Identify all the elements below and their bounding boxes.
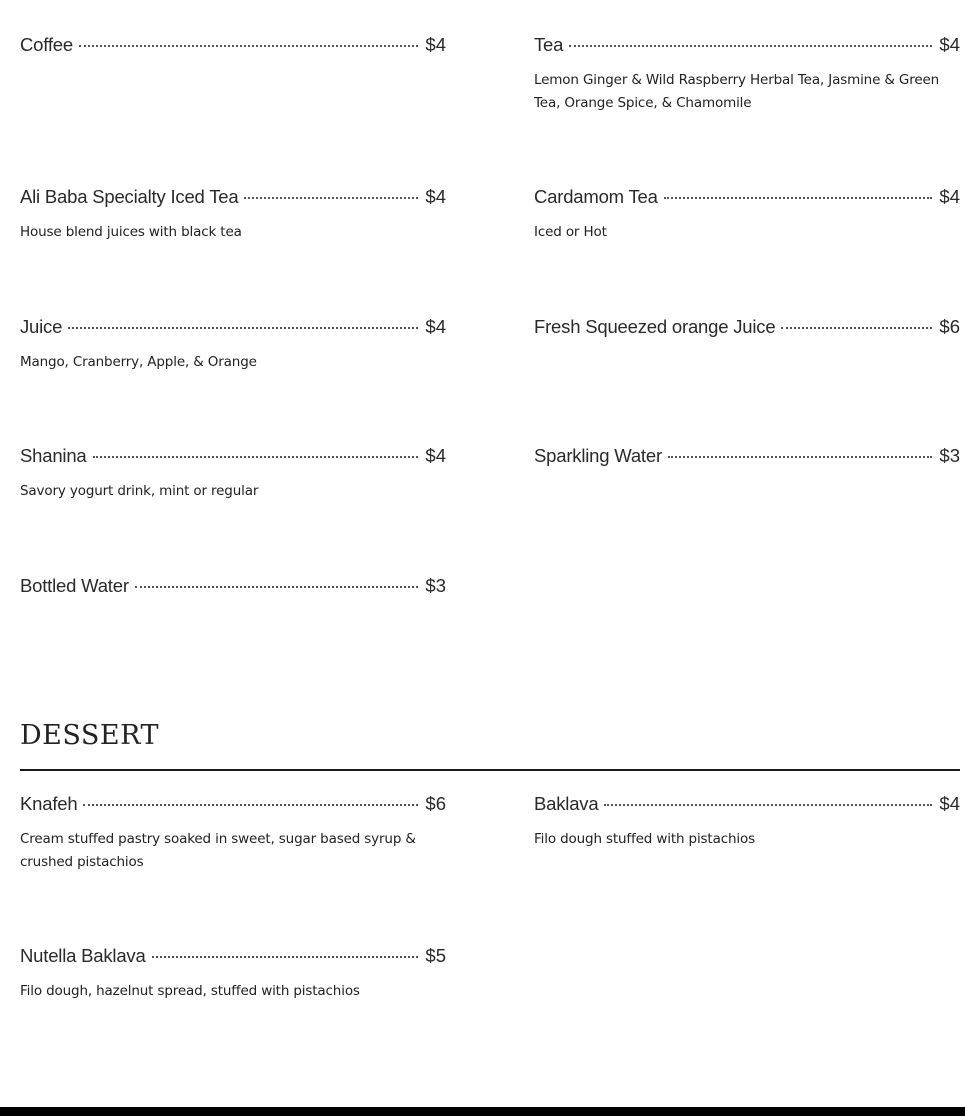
menu-item-name: Coffee <box>20 34 73 55</box>
menu-item <box>534 186 960 244</box>
menu-item <box>534 793 960 851</box>
menu-item-header <box>20 316 446 342</box>
menu-item <box>20 945 446 1003</box>
menu-item-description: Cream stuffed pastry soaked in sweet, sugar based syrup & crushed pistachios <box>20 831 416 870</box>
dot-leader <box>244 197 418 199</box>
menu-item-header <box>20 945 446 971</box>
menu-item-header <box>20 186 446 212</box>
menu-item-name: Sparkling Water <box>534 445 662 466</box>
menu-item-price: $3 <box>425 575 446 596</box>
menu-item-name: Cardamom Tea <box>534 186 658 207</box>
menu-item-header <box>20 575 446 601</box>
menu-item-header <box>20 445 446 471</box>
menu-item-name: Baklava <box>534 793 599 814</box>
menu-item <box>20 186 446 244</box>
menu-item-header <box>534 793 960 819</box>
menu-item-description: Lemon Ginger & Wild Raspberry Herbal Tea, Jasmine & Green Tea, Orange Spice, & Chamomile <box>534 72 940 111</box>
menu-item-price: $3 <box>939 445 960 466</box>
menu-item-name: Fresh Squeezed orange Juice <box>534 316 776 337</box>
menu-item-description: House blend juices with black tea <box>20 224 242 240</box>
menu-item-name: Tea <box>534 34 564 55</box>
menu-item-name: Ali Baba Specialty Iced Tea <box>20 186 239 207</box>
menu-item-description: Savory yogurt drink, mint or regular <box>20 483 259 499</box>
menu-item-header <box>534 34 960 60</box>
menu-item <box>20 445 446 503</box>
menu-item-price: $4 <box>425 316 446 337</box>
menu-item-name: Bottled Water <box>20 575 129 596</box>
menu-item-name: Nutella Baklava <box>20 945 146 966</box>
dot-leader <box>569 45 932 47</box>
menu-item <box>534 445 960 471</box>
dot-leader <box>68 327 418 329</box>
dot-leader <box>604 804 932 806</box>
menu-item-name: Shanina <box>20 445 87 466</box>
menu-item <box>20 793 446 873</box>
menu-item-price: $6 <box>939 316 960 337</box>
dot-leader <box>664 197 933 199</box>
dot-leader <box>83 804 418 806</box>
menu-item-name: Juice <box>20 316 63 337</box>
dot-leader <box>93 456 419 458</box>
menu-item-header <box>534 316 960 342</box>
section-divider <box>20 769 960 771</box>
menu-item-price: $4 <box>939 186 960 207</box>
menu-item-header <box>20 793 446 819</box>
menu-item-price: $6 <box>425 793 446 814</box>
section-title-dessert: DESSERT <box>20 720 159 751</box>
menu-item-header <box>20 34 446 60</box>
menu-item-description: Filo dough stuffed with pistachios <box>534 831 755 847</box>
menu-item-price: $4 <box>425 445 446 466</box>
menu-item-price: $4 <box>425 34 446 55</box>
menu-item-price: $4 <box>939 793 960 814</box>
menu-item-description: Filo dough, hazelnut spread, stuffed with pistachios <box>20 983 360 999</box>
dot-leader <box>152 956 419 958</box>
menu-item <box>20 34 446 60</box>
menu-item-price: $5 <box>425 945 446 966</box>
menu-item-price: $4 <box>939 34 960 55</box>
menu-item-header <box>534 445 960 471</box>
dot-leader <box>79 45 418 47</box>
menu-item-header <box>534 186 960 212</box>
menu-item-name: Knafeh <box>20 793 78 814</box>
dot-leader <box>668 456 933 458</box>
menu-item <box>534 34 960 114</box>
dot-leader <box>781 327 932 329</box>
menu-item <box>20 575 446 601</box>
menu-item <box>534 316 960 342</box>
menu-item-description: Mango, Cranberry, Apple, & Orange <box>20 354 257 370</box>
dot-leader <box>135 586 419 588</box>
menu-item-description: Iced or Hot <box>534 224 607 240</box>
menu-item <box>20 316 446 374</box>
footer-bar <box>0 1107 965 1116</box>
menu-item-price: $4 <box>425 186 446 207</box>
